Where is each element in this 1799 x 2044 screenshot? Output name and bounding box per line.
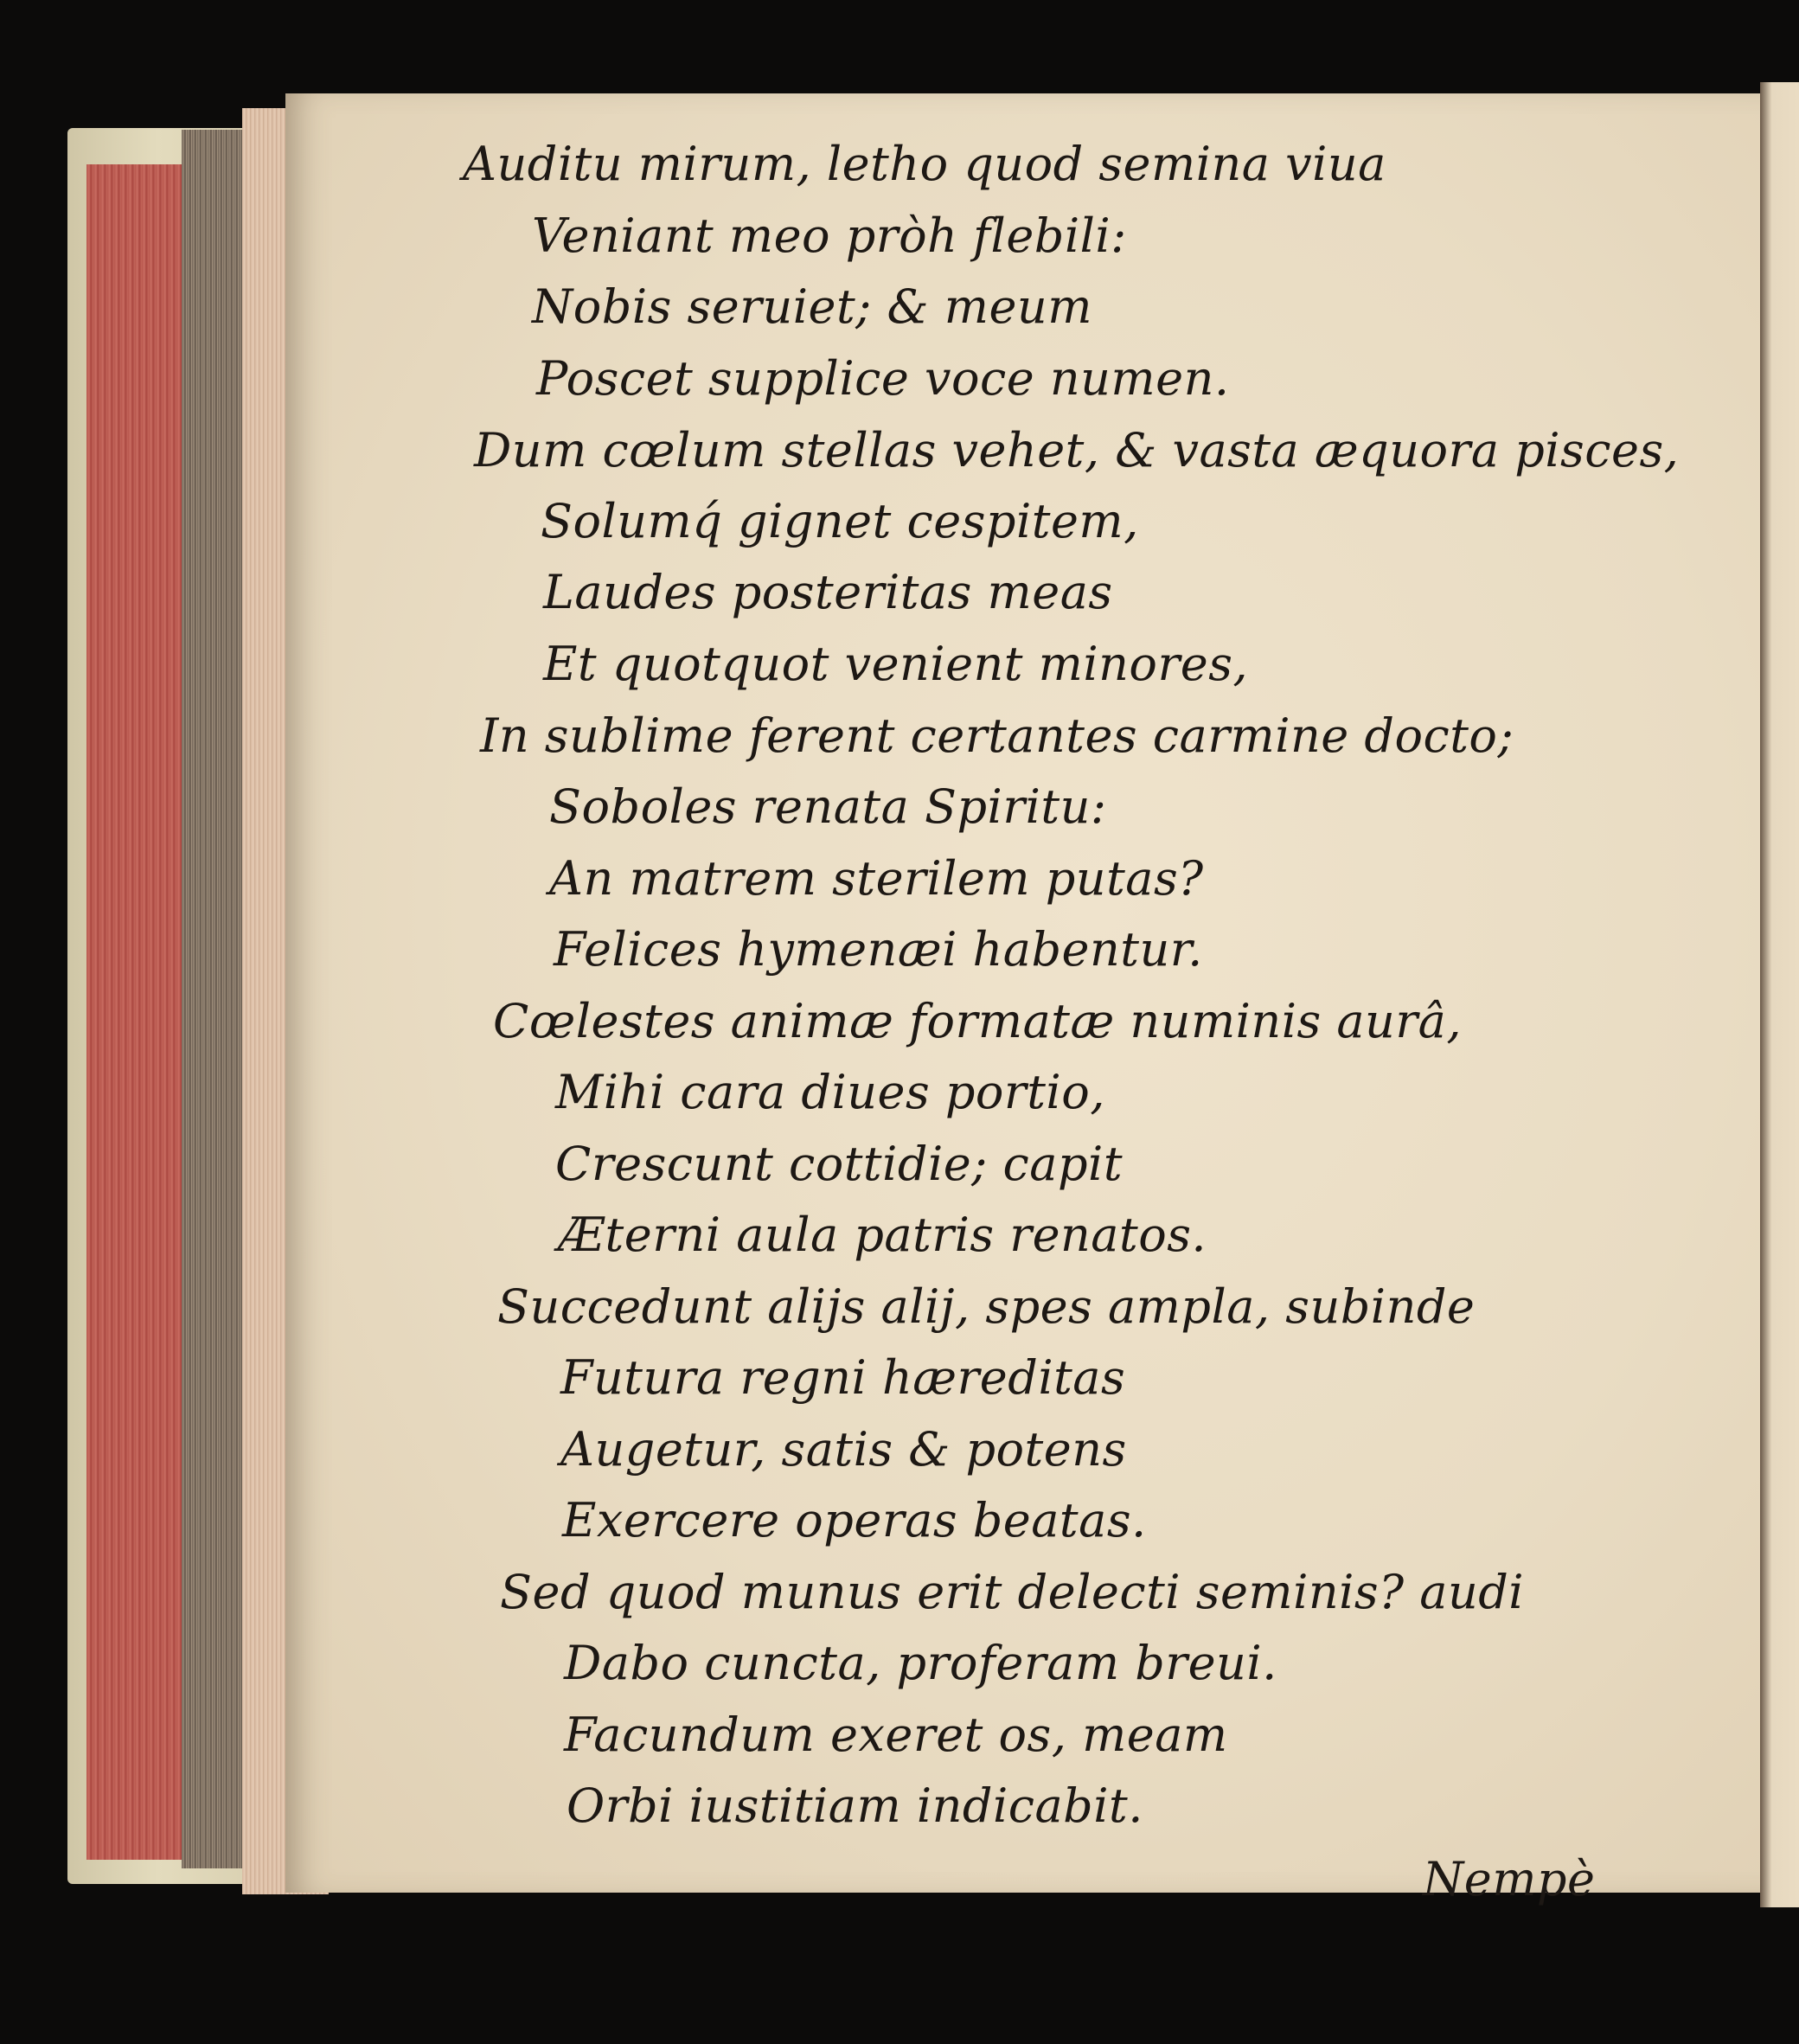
poem-line: Laudes posteritas meas	[543, 565, 1113, 619]
poem-line: Dum cœlum stellas vehet, & vasta æquora pisces,	[474, 423, 1680, 477]
poem-line: Orbi iustitiam indicabit.	[567, 1778, 1143, 1833]
poem-line: Exercere operas beatas.	[562, 1493, 1147, 1547]
poem-line: Dabo cuncta, proferam breui.	[564, 1636, 1277, 1690]
facing-page-edge	[1760, 82, 1799, 1907]
poem-line: Et quotquot venient minores,	[543, 637, 1249, 691]
poem-line: Sed quod munus erit delecti seminis? audi	[500, 1565, 1525, 1619]
poem-line: Auditu mirum, letho quod semina viua	[463, 137, 1386, 191]
poem-line: An matrem sterilem putas?	[549, 851, 1204, 906]
poem-line: Succedunt alijs alij, spes ampla, subinde	[497, 1279, 1476, 1334]
poem-line: Mihi cara diues portio,	[555, 1065, 1105, 1119]
poem-line: Poscet supplice voce numen.	[536, 351, 1230, 406]
poem-line: Crescunt cottidie; capit	[555, 1137, 1124, 1191]
catchword: Nempè	[1423, 1852, 1596, 1906]
poem-line: Veniant meo pròh flebili:	[532, 208, 1127, 263]
poem-text	[285, 93, 1760, 1906]
poem-line: Futura regni hæreditas	[560, 1350, 1126, 1405]
poem-line: Augetur, satis & potens	[560, 1422, 1127, 1477]
poem-line: Cœlestes animæ formatæ numinis aurâ,	[493, 994, 1462, 1048]
poem-line: Soboles renata Spiritu:	[549, 779, 1107, 834]
poem-line: Æterni aula patris renatos.	[558, 1208, 1207, 1262]
poem-line: In sublime ferent certantes carmine docto;	[480, 708, 1514, 763]
book-page	[285, 93, 1760, 1906]
poem-line: Felices hymenæi habentur.	[554, 922, 1203, 977]
poem-line: Nobis seruiet; & meum	[532, 279, 1092, 334]
poem-line: Solumq́ gignet cespitem,	[541, 494, 1139, 548]
poem-line: Facundum exeret os, meam	[564, 1708, 1228, 1762]
